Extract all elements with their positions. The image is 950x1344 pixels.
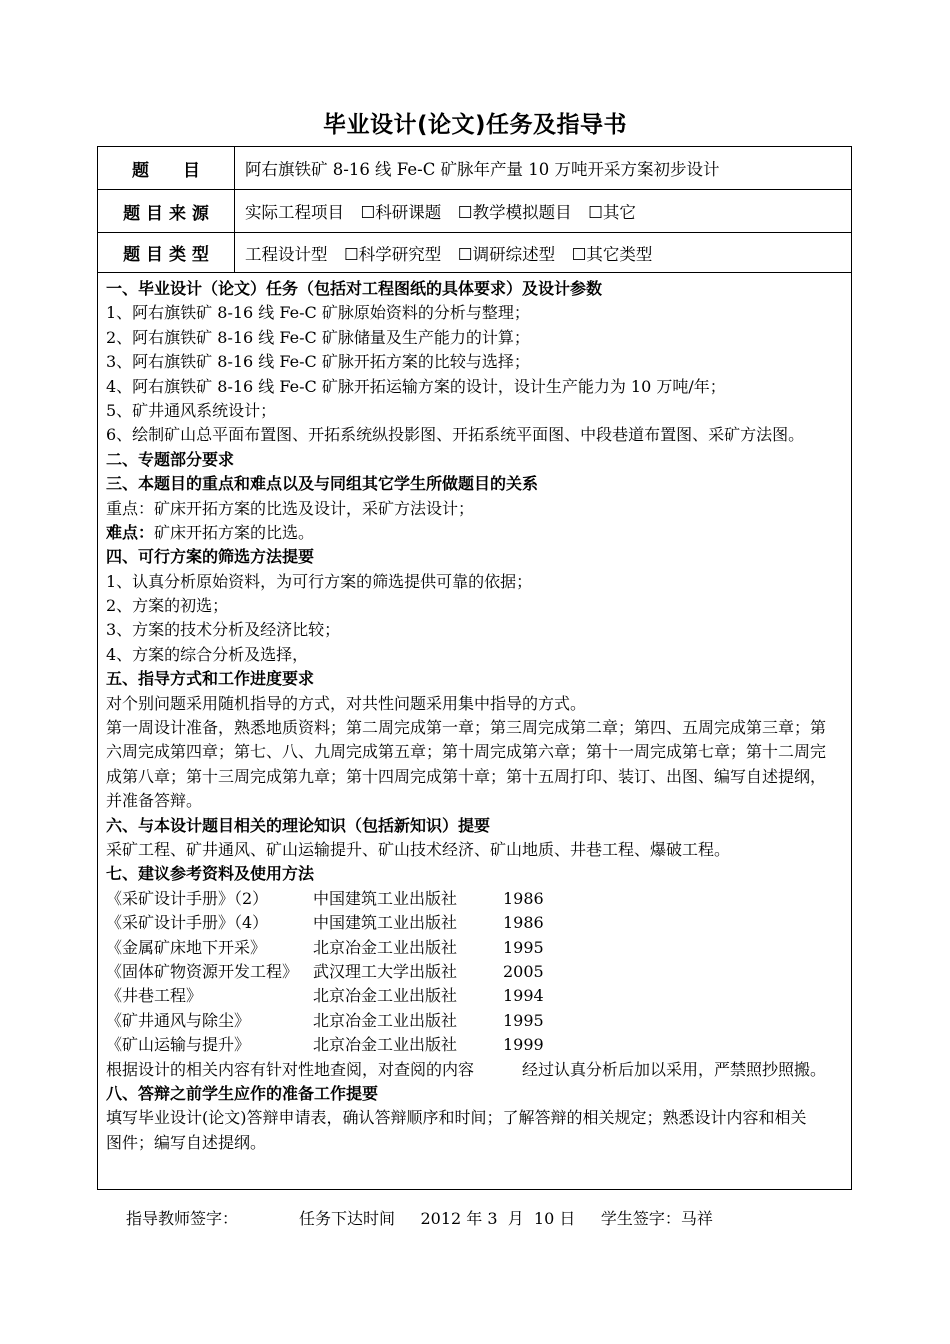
reference-book: 《井巷工程》 <box>106 986 203 1006</box>
section-3-heading: 三、本题目的重点和难点以及与同组其它学生所做题目的关系 <box>106 474 539 494</box>
section-5-heading: 五、指导方式和工作进度要求 <box>106 669 315 689</box>
key-points-label: 重点： <box>106 498 155 518</box>
source-label: 题 目 来 源 <box>98 190 235 232</box>
section-4-heading: 四、可行方案的筛选方法提要 <box>106 547 315 567</box>
section-1-item: 4、阿右旗铁矿 8-16 线 Fe-C 矿脉开拓运输方案的设计，设计生产能力为 10 万吨/年； <box>106 376 726 396</box>
section-5-line: 六周完成第四章；第七、八、九周完成第五章；第十周完成第六章；第十一周完成第七章；第十二周完 <box>106 742 827 762</box>
section-1-item: 3、阿右旗铁矿 8-16 线 Fe-C 矿脉开拓方案的比较与选择； <box>106 352 530 372</box>
reference-book: 《固体矿物资源开发工程》 <box>106 961 299 981</box>
topic-value: 阿右旗铁矿 8-16 线 Fe-C 矿脉年产量 10 万吨开采方案初步设计 <box>245 160 720 179</box>
section-4-item: 2、方案的初选； <box>106 596 229 616</box>
date-label: 任务下达时间 <box>299 1209 396 1228</box>
section-5-line: 并准备答辩。 <box>106 791 203 811</box>
reference-publisher: 中国建筑工业出版社 <box>313 888 458 908</box>
section-2-heading: 二、专题部分要求 <box>106 449 235 469</box>
reference-publisher: 北京冶金工业出版社 <box>313 1010 458 1030</box>
signature-line <box>126 1206 713 1229</box>
source-value: 实际工程项目 ☐科研课题 ☐教学模拟题目 ☐其它 <box>245 203 636 222</box>
reference-item <box>106 911 846 935</box>
reference-year: 1999 <box>503 1035 544 1055</box>
reference-year: 1995 <box>503 937 544 957</box>
difficulties-text: 矿床开拓方案的比选。 <box>154 522 315 542</box>
type-label: 题 目 类 型 <box>98 233 235 272</box>
reference-book: 《金属矿床地下开采》 <box>106 937 267 957</box>
section-6-text: 采矿工程、矿井通风、矿山运输提升、矿山技术经济、矿山地质、井巷工程、爆破工程。 <box>106 839 731 859</box>
document-title: 毕业设计(论文)任务及指导书 <box>322 112 628 138</box>
reference-item <box>106 960 846 984</box>
reference-item <box>106 887 846 911</box>
section-6-heading: 六、与本设计题目相关的理论知识（包括新知识）提要 <box>106 815 491 835</box>
source-row <box>98 190 851 233</box>
student-signature-label: 学生签字： <box>600 1209 681 1228</box>
key-points-text: 矿床开拓方案的比选及设计，采矿方法设计； <box>154 498 475 518</box>
reference-year: 1986 <box>503 888 544 908</box>
reference-item <box>106 1033 846 1057</box>
issue-date: 2012 年 3 月 10 日 <box>420 1209 576 1228</box>
reference-publisher: 武汉理工大学出版社 <box>313 961 458 981</box>
reference-item <box>106 984 846 1008</box>
difficulties <box>106 521 846 545</box>
type-value: 工程设计型 ☐科学研究型 ☐调研综述型 ☐其它类型 <box>245 244 653 264</box>
section-5-line: 成第八章；第十三周完成第九章；第十四周完成第十章；第十五周打印、装订、出图、编写自述提纲， <box>106 766 827 786</box>
reference-book: 《矿井通风与除尘》 <box>106 1010 251 1030</box>
reference-item <box>106 1009 846 1033</box>
section-4-item: 3、方案的技术分析及经济比较； <box>106 620 341 640</box>
reference-book: 《矿山运输与提升》 <box>106 1035 251 1055</box>
section-8-line: 图件；编写自述提纲。 <box>106 1132 267 1152</box>
topic-label: 题 目 <box>98 147 235 189</box>
section-8-line: 填写毕业设计(论文)答辩申请表，确认答辩顺序和时间；了解答辩的相关规定；熟悉设计内容和相关 <box>106 1108 807 1128</box>
task-form-table <box>97 146 852 1190</box>
reference-year: 1994 <box>503 986 544 1006</box>
reference-publisher: 中国建筑工业出版社 <box>313 913 458 933</box>
reference-year: 1995 <box>503 1010 544 1030</box>
reference-book: 《采矿设计手册》（4） <box>106 913 269 933</box>
student-name: 马祥 <box>680 1209 713 1228</box>
reference-year: 2005 <box>503 961 544 981</box>
task-content <box>106 277 846 1155</box>
section-5-line: 对个别问题采用随机指导的方式，对共性问题采用集中指导的方式。 <box>106 693 587 713</box>
section-1-heading: 一、毕业设计（论文）任务（包括对工程图纸的具体要求）及设计参数 <box>106 279 603 298</box>
reference-item <box>106 936 846 960</box>
section-8-heading: 八、答辩之前学生应作的准备工作提要 <box>106 1083 379 1103</box>
teacher-signature-label: 指导教师签字： <box>126 1209 239 1228</box>
reference-usage: 根据设计的相关内容有针对性地查阅，对查阅的内容 经过认真分析后加以采用，严禁照抄照搬。 <box>106 1059 827 1079</box>
topic-row <box>98 147 851 190</box>
reference-year: 1986 <box>503 913 544 933</box>
section-5-line: 第一周设计准备，熟悉地质资料；第二周完成第一章；第三周完成第二章；第四、五周完成第三章；第 <box>106 718 827 738</box>
reference-book: 《采矿设计手册》（2） <box>106 888 269 908</box>
section-1-item: 1、阿右旗铁矿 8-16 线 Fe-C 矿脉原始资料的分析与整理； <box>106 303 530 323</box>
reference-publisher: 北京冶金工业出版社 <box>313 986 458 1006</box>
section-1-item: 2、阿右旗铁矿 8-16 线 Fe-C 矿脉储量及生产能力的计算； <box>106 327 530 347</box>
section-1-item: 5、矿井通风系统设计； <box>106 400 277 420</box>
section-4-item: 1、认真分析原始资料，为可行方案的筛选提供可靠的依据； <box>106 571 533 591</box>
type-row <box>98 233 851 273</box>
reference-publisher: 北京冶金工业出版社 <box>313 1035 458 1055</box>
section-4-item: 4、方案的综合分析及选择， <box>106 644 309 664</box>
section-7-heading: 七、建议参考资料及使用方法 <box>106 864 315 884</box>
difficulties-label: 难点： <box>106 522 155 542</box>
section-1-item: 6、绘制矿山总平面布置图、开拓系统纵投影图、开拓系统平面图、中段巷道布置图、采矿方法图。 <box>106 425 805 445</box>
key-points <box>106 497 846 521</box>
reference-publisher: 北京冶金工业出版社 <box>313 937 458 957</box>
